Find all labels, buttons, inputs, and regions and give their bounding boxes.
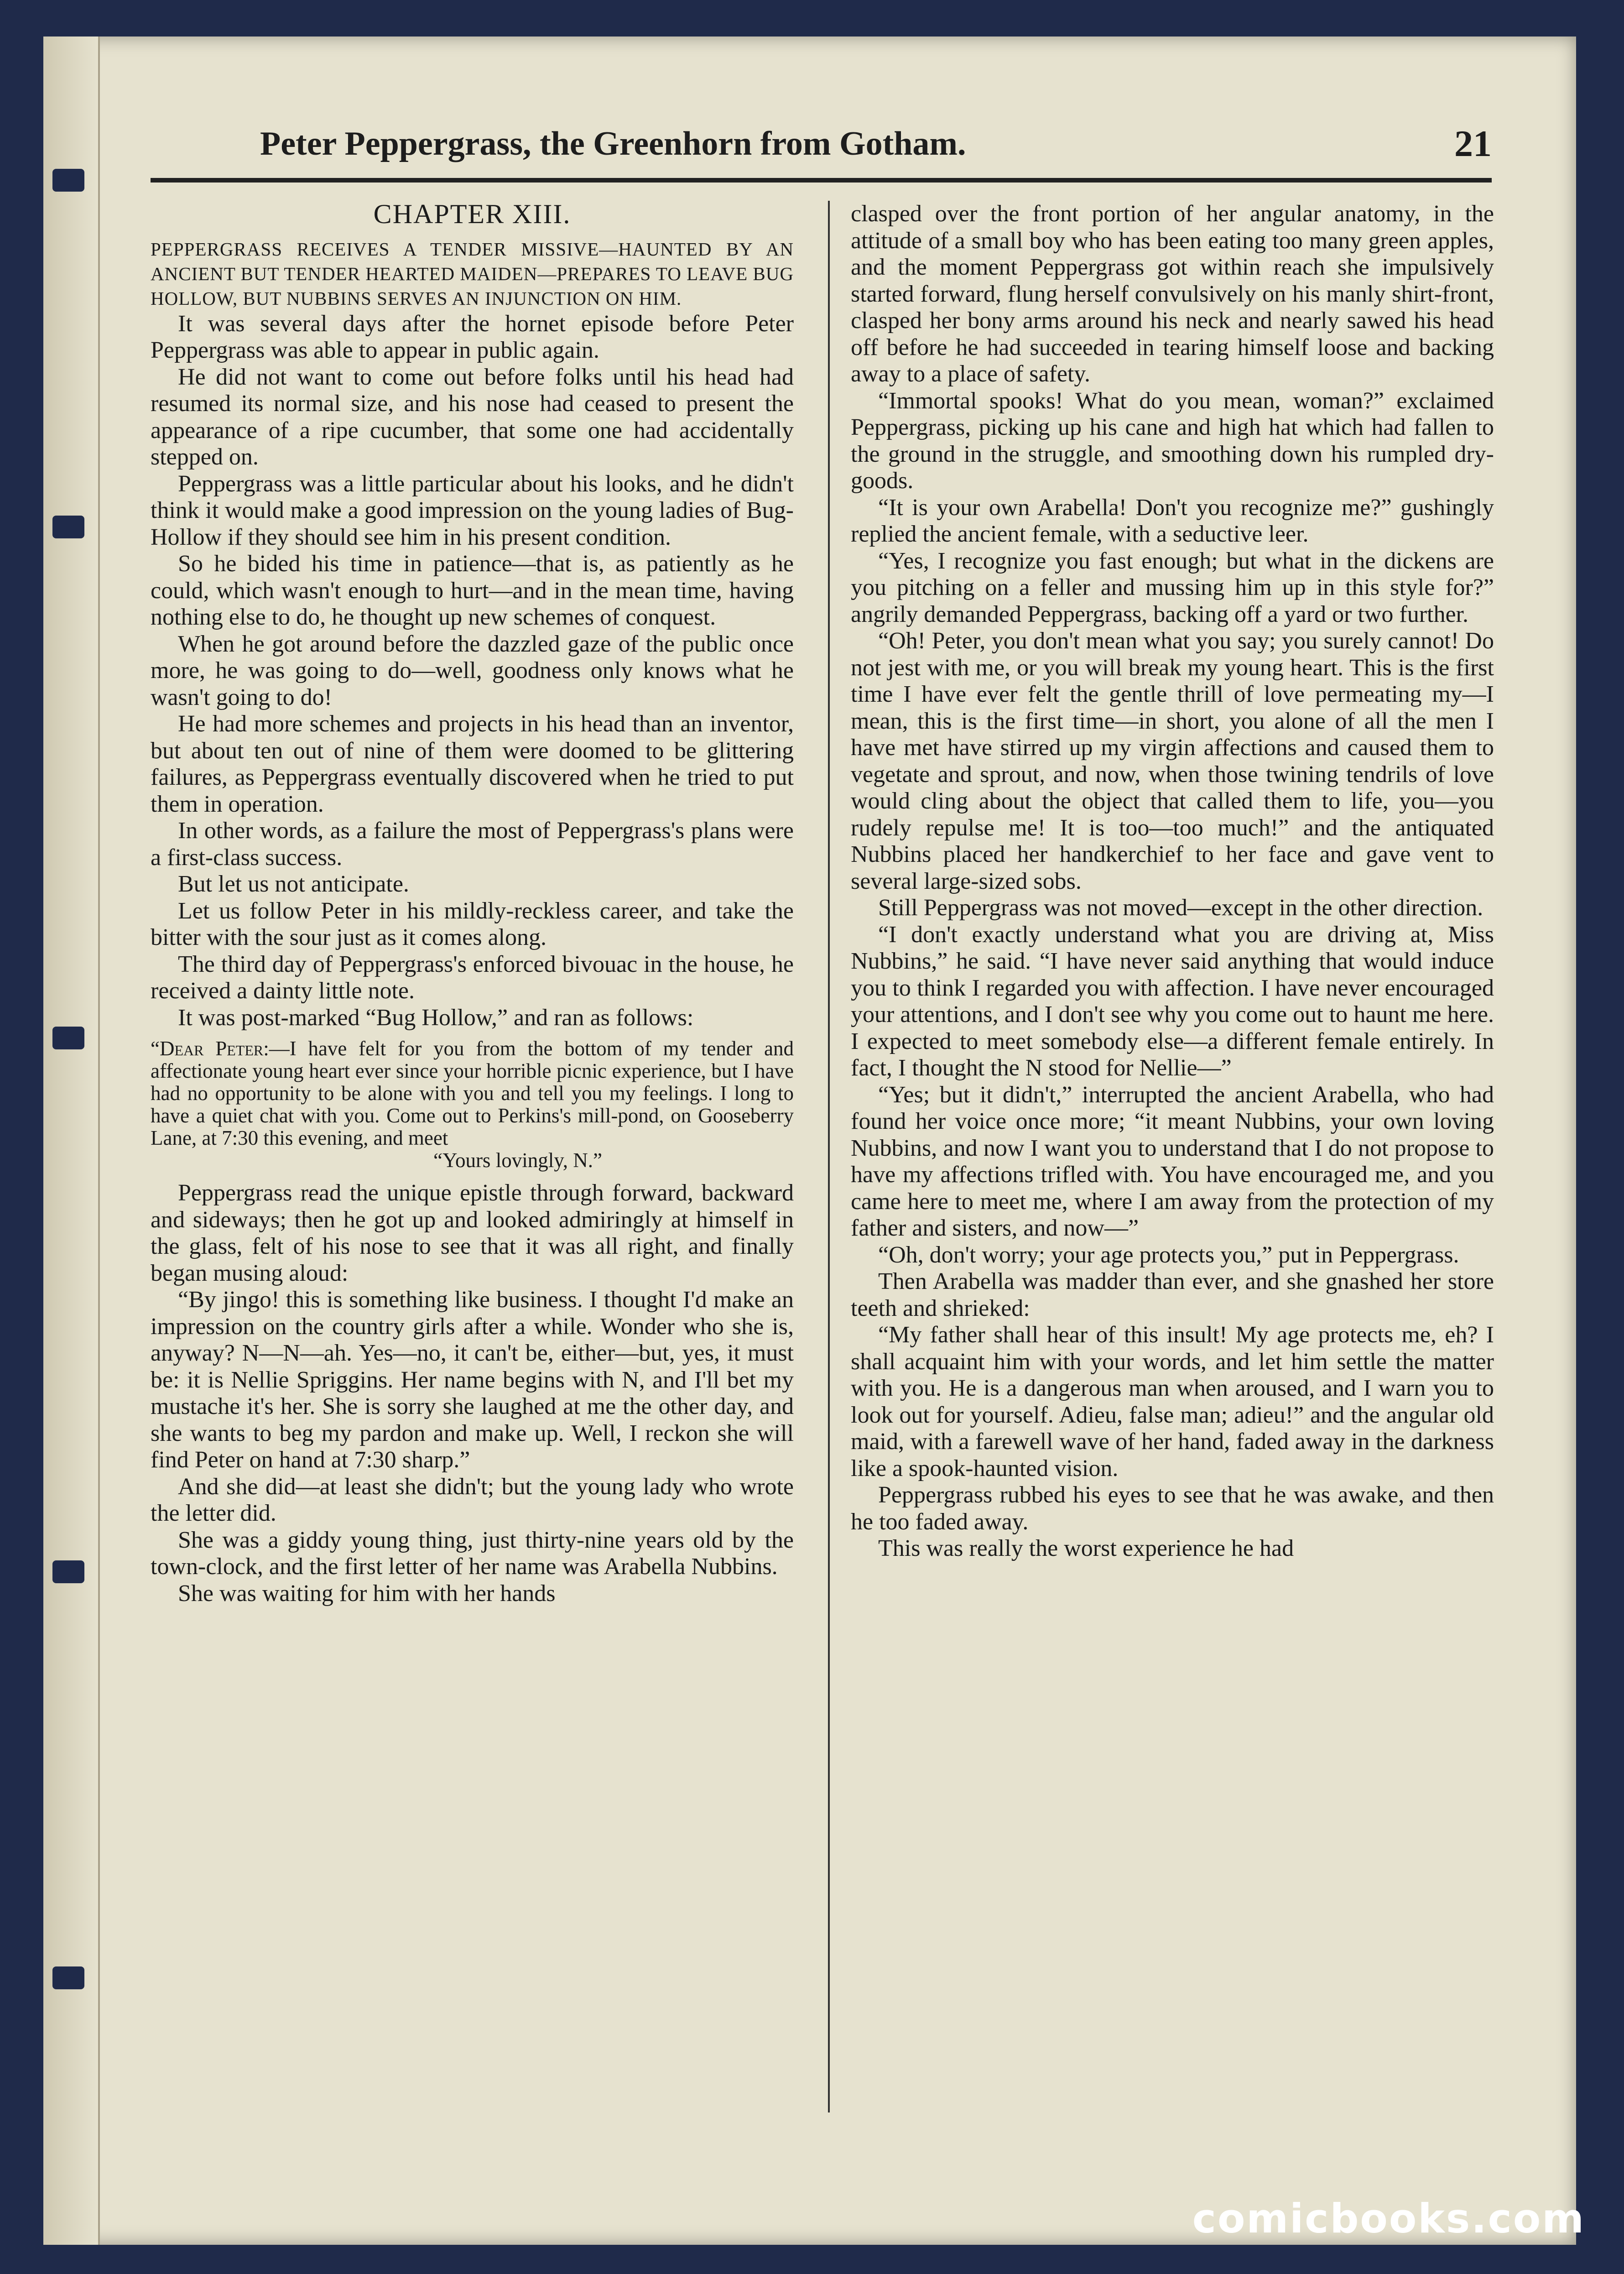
letter-body: —I have felt for you from the bottom of my tender and affectionate young heart ever since your horrible picnic experience, but I have had no opportunity to be alone with you and tell you my feelings. I long to have a quiet chat with you. Come out to Perkins's mill-pond, on Gooseberry Lane, at 7:30 this evening, and meet [151,1037,794,1149]
paragraph: She was waiting for him with her hands [178,1580,556,1606]
binding-stitch [52,516,84,538]
paragraph: “Oh! Peter, you don't mean what you say; you surely cannot! Do not jest with me, or you will break my young heart. This is the first time I have ever felt the gentle thrill of love permeating my—I mean, this is the first time—in short, you alone of all the men I have met have stirred up my virgin affections and caused them to vegetate and sprout, and now, when those twining tendrils of love would cling about the object that called them to life, you—you rudely repulse me! It is too—too much!” and the antiquated Nubbins placed her handkerchief to her face and gave vent to several large-sized sobs. [851,628,1494,894]
header-rule [151,178,1492,183]
paragraph: “My father shall hear of this insult! My age protects me, eh? I shall acquaint him with your words, and let him settle the matter with you. He is a dangerous man when aroused, and I warn you to look out for yourself. Adieu, false man; adieu!” and the angular old maid, with a farewell wave of her hand, faded away in the darkness like a spook-haunted vision. [851,1322,1494,1481]
chapter-title: CHAPTER XIII. [373,201,571,229]
paragraph: So he bided his time in patience—that is, as patiently as he could, which wasn't enough to hurt—and in the mean time, having nothing else to do, he thought up new schemes of conquest. [151,551,794,630]
paragraph: “Immortal spooks! What do you mean, woman?” exclaimed Peppergrass, picking up his cane and high hat which had fallen to the ground in the struggle, and smoothing down his rumpled dry-goods. [851,387,1494,494]
paragraph: Peppergrass rubbed his eyes to see that he was awake, and then he too faded away. [851,1482,1494,1535]
paragraph: clasped over the front portion of her angular anatomy, in the attitude of a small boy who has been eating too many green apples, and the moment Peppergrass got within reach she impulsively started forward, flung herself convulsively on his manly shirt-front, clasped her bony arms around his neck and nearly sawed his head off before he had succeeded in tearing himself loose and backing away to a place of safety. [851,201,1494,387]
letter-salutation: “Dear Peter: [151,1037,269,1060]
paragraph: He did not want to come out before folks until his head had resumed its normal size, and his nose had ceased to present the appearance of a ripe cucumber, that some one had accidentally stepped on. [151,364,794,470]
paragraph: “By jingo! this is something like business. I thought I'd make an impression on the country girls after a while. Wonder who she is, anyway? N—N—ah. Yes—no, it can't be, either—but, yes, it must be: it is Nellie Spriggins. Her name begins with N, and I'll bet my mustache it's her. She is sorry she laughed at me the other day, and she wants to beg my pardon and make up. Well, I reckon she will find Peter on hand at 7:30 sharp.” [151,1287,794,1473]
page-number: 21 [1454,123,1492,164]
running-header [151,114,1492,173]
paragraph: “Yes; but it didn't,” interrupted the ancient Arabella, who had found her voice once more; “it meant Nubbins, your own loving Nubbins, and now I want you to understand that I do not propose to have my affections trifled with. You have encouraged me, and you came here to meet me, where I am away from the protection of my father and sisters, and now—” [851,1081,1494,1241]
chapter-summary: PEPPERGRASS RECEIVES A TENDER MISSIVE—HAUNTED BY AN ANCIENT BUT TENDER HEARTED MAIDEN—PREPARES TO LEAVE BUG HOLLOW, BUT NUBBINS SERVES AN INJUNCTION ON HIM. [151,238,794,309]
paragraph: Peppergrass read the unique epistle through forward, backward and sideways; then he got up and looked admiringly at himself in the glass, felt of his nose to see that it was all right, and finally began musing aloud: [151,1180,794,1286]
site-watermark: comicbooks.com [1192,2195,1585,2242]
paragraph: And she did—at least she didn't; but the young lady who wrote the letter did. [151,1473,794,1526]
paragraph: This was really the worst experience he had [878,1535,1294,1561]
paragraph: It was several days after the hornet episode before Peter Peppergrass was able to appear in public again. [151,310,794,363]
binding-stitch [52,169,84,192]
letter-signature: “Yours lovingly, N.” [433,1149,603,1172]
paragraph: It was post-marked “Bug Hollow,” and ran as follows: [178,1004,694,1031]
paragraph: Still Peppergrass was not moved—except in the other direction. [878,895,1483,921]
paragraph: Let us follow Peter in his mildly-reckless career, and take the bitter with the sour just as it comes along. [151,897,794,950]
letter [151,1038,794,1172]
paragraph: She was a giddy young thing, just thirty-nine years old by the town-clock, and the first letter of her name was Arabella Nubbins. [151,1527,794,1580]
paragraph: The third day of Peppergrass's enforced bivouac in the house, he received a dainty little note. [151,951,794,1004]
right-column [851,201,1494,2117]
paragraph: But let us not anticipate. [178,871,409,897]
paragraph: “It is your own Arabella! Don't you recognize me?” gushingly replied the ancient female, with a seductive leer. [851,494,1494,547]
paragraph: “Oh, don't worry; your age protects you,” put in Peppergrass. [878,1241,1459,1268]
binding-stitch [52,1027,84,1049]
paragraph: “Yes, I recognize you fast enough; but what in the dickens are you pitching on a feller and mussing him up in this style for?” angrily demanded Peppergrass, backing off a yard or two further. [851,548,1494,627]
binding-stitch [52,1966,84,1989]
column-divider [828,201,830,2112]
paragraph: Peppergrass was a little particular about his looks, and he didn't think it would make a good impression on the young ladies of Bug-Hollow if they should see him in his present condition. [151,470,794,550]
page-binding [43,37,100,2245]
binding-stitch [52,1560,84,1583]
paragraph: In other words, as a failure the most of Peppergrass's plans were a first-class success. [151,818,794,871]
paragraph: “I don't exactly understand what you are driving at, Miss Nubbins,” he said. “I have never said anything that would induce you to think I regarded you with affection. I have never encouraged your attentions, and I don't see why you come out to haunt me here. I expected to meet somebody else—a different female entirely. In fact, I thought the N stood for Nellie—” [851,921,1494,1081]
paragraph: When he got around before the dazzled gaze of the public once more, he was going to do—well, goodness only knows what he wasn't going to do! [151,631,794,710]
book-title: Peter Peppergrass, the Greenhorn from Gotham. [260,125,966,162]
paragraph: Then Arabella was madder than ever, and she gnashed her store teeth and shrieked: [851,1268,1494,1321]
paragraph: He had more schemes and projects in his head than an inventor, but about ten out of nine of them were doomed to be glittering failures, as Peppergrass eventually discovered when he tried to put them in operation. [151,711,794,817]
left-column [151,201,794,2117]
